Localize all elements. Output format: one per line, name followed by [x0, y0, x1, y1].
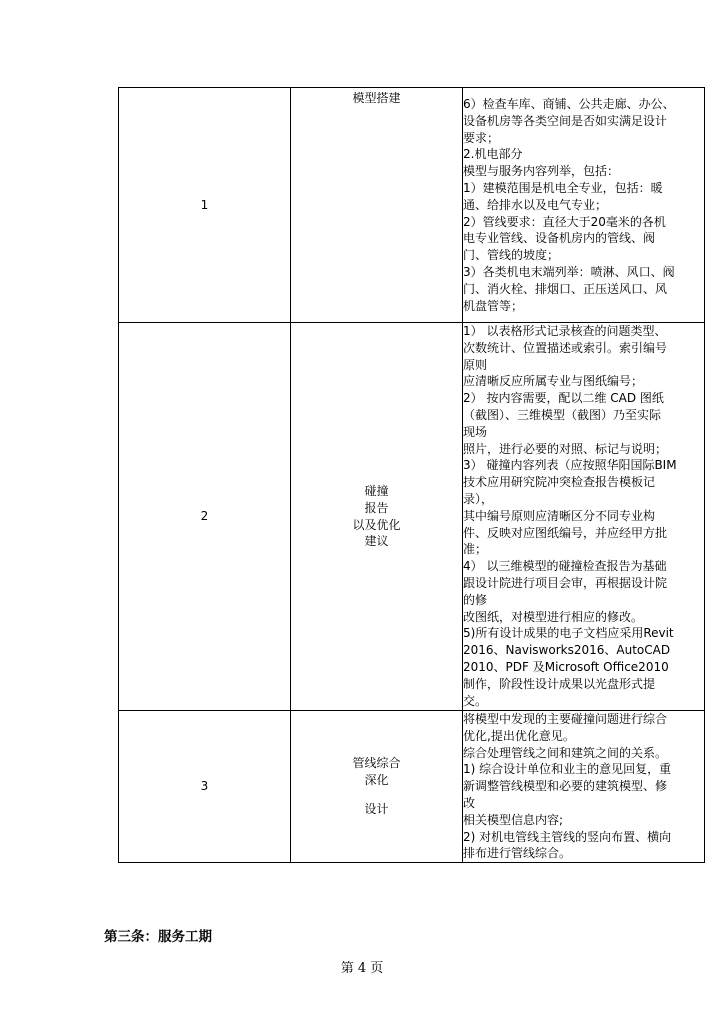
description-line: 综合处理管线之间和建筑之间的关系。	[463, 745, 668, 760]
description-line: 准；	[463, 542, 488, 557]
description-line: 5)所有设计成果的电子文档应采用Revit	[463, 626, 674, 641]
description-line: 机盘管等；	[463, 298, 524, 313]
description-line: 的修	[463, 592, 488, 607]
description-line: 2）管线要求：直径大于20毫米的各机	[463, 214, 666, 229]
description-line: 1) 综合设计单位和业主的意见回复，重	[463, 762, 672, 777]
description-line: 制作，阶段性设计成果以光盘形式提	[463, 676, 656, 691]
service-content-table	[118, 87, 705, 863]
item-name	[291, 323, 463, 711]
description-line: 录），	[463, 491, 494, 506]
description-line: 改	[463, 795, 476, 810]
description-line: 交。	[463, 693, 488, 708]
description-line: 3）各类机电末端列举：喷淋、风口、阀	[463, 264, 675, 279]
table-row	[119, 323, 705, 711]
item-name-line: 深化	[364, 773, 389, 788]
description-line: （截图）、三维模型（截图）乃至实际	[463, 407, 662, 422]
description-line: 门、消火栓、排烟口、正压送风口、风	[463, 281, 668, 296]
item-name-line: 以及优化	[352, 517, 401, 532]
item-name-line: 模型搭建	[352, 91, 401, 105]
description-line: 跟设计院进行项目会审，再根据设计院	[463, 575, 668, 590]
item-description	[463, 88, 705, 323]
description-line: 改图纸，对模型进行相应的修改。	[463, 609, 644, 624]
description-line: 1）建模范围是机电全专业，包括：暖	[463, 180, 663, 195]
description-line: 2) 对机电管线主管线的竖向布置、横向	[463, 829, 672, 844]
description-line: 照片，进行必要的对照、标记与说明；	[463, 441, 668, 456]
description-line: 模型与服务内容列举，包括：	[463, 164, 620, 179]
row-number: 3	[119, 711, 291, 863]
description-line: 2010、PDF 及Microsoft Office2010	[463, 659, 669, 674]
description-line: 2016、Navisworks2016、AutoCAD	[463, 643, 671, 658]
row-number: 2	[119, 323, 291, 711]
description-line: 3） 碰撞内容列表（应按照华阳国际BIM	[463, 458, 677, 473]
item-description	[463, 323, 705, 711]
item-name-spacer	[291, 789, 462, 801]
description-line: 原则	[463, 357, 488, 372]
description-line: 通、给排水以及电气专业；	[463, 197, 608, 212]
description-line: 其中编号原则应清晰区分不同专业构	[463, 508, 656, 523]
table-row	[119, 711, 705, 863]
item-name-line: 管线综合	[352, 756, 401, 771]
section-heading: 第三条：服务工期	[104, 929, 212, 945]
description-line: 2） 按内容需要，配以二维 CAD 图纸	[463, 391, 664, 406]
item-name	[291, 711, 463, 863]
item-description	[463, 711, 705, 863]
item-name-line: 建议	[364, 534, 389, 549]
description-line: 件、反映对应图纸编号，并应经甲方批	[463, 525, 668, 540]
description-line: 要求；	[463, 130, 500, 145]
description-line: 相关模型信息内容;	[463, 812, 564, 827]
description-line: 设备机房等各类空间是否如实满足设计	[463, 113, 668, 128]
description-line: 将模型中发现的主要碰撞问题进行综合	[463, 712, 668, 726]
description-line: 现场	[463, 424, 488, 439]
description-line: 技术应用研究院冲突检查报告模板记	[463, 475, 656, 490]
description-line: 次数统计、位置描述或索引。索引编号	[463, 340, 668, 355]
item-name-line: 设计	[364, 801, 389, 816]
item-name-line: 碰撞	[364, 483, 389, 498]
item-name	[291, 88, 463, 323]
row-number: 1	[119, 88, 291, 323]
description-line: 电专业管线、设备机房内的管线、阀	[463, 231, 656, 246]
page-number: 第 4 页	[340, 961, 384, 976]
description-line: 排布进行管线综合。	[463, 846, 572, 861]
description-line: 应清晰反应所属专业与图纸编号；	[463, 374, 644, 389]
description-line: 2.机电部分	[463, 147, 523, 162]
item-name-line: 报告	[364, 500, 389, 515]
description-line: 新调整管线模型和必要的建筑模型、修	[463, 779, 668, 794]
description-line: 1） 以表格形式记录核查的问题类型、	[463, 324, 667, 338]
description-line: 优化,提出优化意见。	[463, 728, 575, 743]
description-line: 6）检查车库、商铺、公共走廊、办公、	[463, 97, 675, 111]
description-line: 门、管线的坡度；	[463, 248, 560, 263]
description-line: 4） 以三维模型的碰撞检查报告为基础	[463, 559, 667, 574]
table-row	[119, 88, 705, 323]
